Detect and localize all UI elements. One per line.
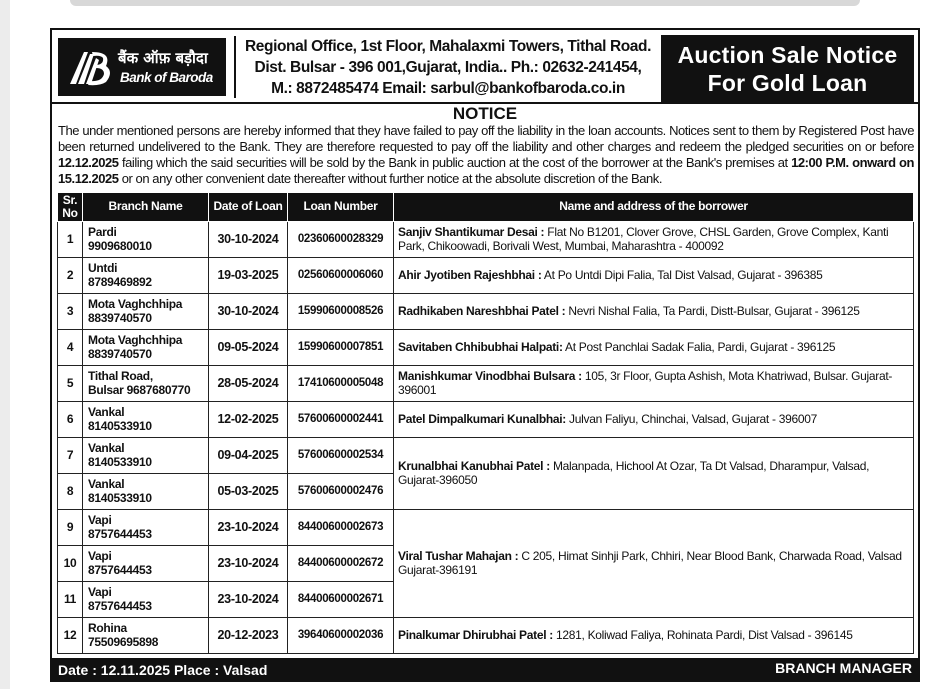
address-line: Dist. Bulsar - 396 001,Gujarat, India.. Ph.: 02632-241454,	[254, 59, 642, 76]
borrower-name: Savitaben Chhibubhai Halpati:	[398, 340, 563, 354]
loan-date: 23-10-2024	[209, 545, 288, 581]
column-header: Loan Number	[288, 193, 394, 221]
office-address	[238, 36, 658, 99]
borrower-cell	[394, 293, 914, 329]
branch-cell	[83, 329, 209, 365]
branch-name: Vapi	[88, 513, 112, 527]
borrower-table	[57, 193, 914, 654]
table-row	[58, 437, 914, 473]
bank-logo	[58, 38, 226, 96]
borrower-name: Sanjiv Shantikumar Desai :	[398, 225, 545, 239]
borrower-name: Manishkumar Vinodbhai Bulsara :	[398, 369, 582, 383]
window-top-bar	[70, 0, 860, 6]
loan-date: 28-05-2024	[209, 365, 288, 401]
branch-cell	[83, 221, 209, 257]
branch-phone: 8140533910	[88, 491, 152, 505]
branch-name: Rohina	[88, 621, 127, 635]
loan-number: 15990600007851	[288, 329, 394, 365]
borrower-name: Pinalkumar Dhirubhai Patel :	[398, 628, 553, 642]
branch-cell	[83, 509, 209, 545]
loan-number: 84400600002671	[288, 581, 394, 617]
borrower-cell	[394, 437, 914, 509]
loan-date: 23-10-2024	[209, 509, 288, 545]
loan-date: 09-05-2024	[209, 329, 288, 365]
sr-no: 1	[58, 221, 83, 257]
branch-cell	[83, 437, 209, 473]
column-header: Name and address of the borrower	[394, 193, 914, 221]
column-header: Date of Loan	[209, 193, 288, 221]
branch-name: Vankal	[88, 441, 125, 455]
borrower-cell	[394, 365, 914, 401]
borrower-name: Patel Dimpalkumari Kunalbhai:	[398, 412, 567, 426]
branch-phone: 8140533910	[88, 419, 152, 433]
table-row	[58, 617, 914, 653]
logo-english: Bank of Baroda	[120, 70, 213, 85]
sr-no: 7	[58, 437, 83, 473]
branch-cell	[83, 365, 209, 401]
borrower-address: Flat No B1201, Clover Grove, CHSL Garden, Grove Complex, Kanti Park, Chikoowadi, Borivali West, Mumbai, Maharashtra - 400092	[398, 225, 889, 253]
branch-cell	[83, 293, 209, 329]
loan-number: 84400600002673	[288, 509, 394, 545]
column-header: Branch Name	[83, 193, 209, 221]
table-row	[58, 257, 914, 293]
branch-name: Vankal	[88, 405, 125, 419]
loan-date: 20-12-2023	[209, 617, 288, 653]
branch-cell	[83, 617, 209, 653]
borrower-cell	[394, 401, 914, 437]
loan-number: 57600600002534	[288, 437, 394, 473]
loan-number: 02560600006060	[288, 257, 394, 293]
borrower-name: Viral Tushar Mahajan :	[398, 549, 519, 563]
ad-header	[52, 30, 918, 104]
loan-number: 57600600002441	[288, 401, 394, 437]
branch-phone: 8757644453	[88, 527, 152, 541]
title-line: For Gold Loan	[707, 70, 868, 96]
branch-name: Mota Vaghchhipa	[88, 333, 183, 347]
table-row	[58, 509, 914, 545]
borrower-cell	[394, 509, 914, 617]
branch-cell	[83, 545, 209, 581]
loan-number: 15990600008526	[288, 293, 394, 329]
borrower-address: 105, 3r Floor, Gupta Ashish, Mota Khatriwad, Bulsar. Gujarat-396001	[398, 369, 893, 397]
borrower-cell	[394, 617, 914, 653]
baroda-sun-icon	[66, 48, 114, 88]
table-row	[58, 365, 914, 401]
date-place: Date : 12.11.2025 Place : Valsad	[58, 662, 268, 678]
branch-cell	[83, 581, 209, 617]
notice-text-part: or on any other convenient date thereafter without further notice at the absolute discretion of the Bank.	[118, 171, 663, 186]
borrower-address: At Post Panchlai Sadak Falia, Pardi, Gujarat - 396125	[562, 340, 836, 354]
borrower-name: Krunalbhai Kanubhai Patel :	[398, 459, 550, 473]
branch-phone: 9909680010	[88, 239, 152, 253]
title-line: Auction Sale Notice	[677, 42, 898, 68]
sr-no: 6	[58, 401, 83, 437]
redeem-deadline: 12.12.2025	[58, 155, 119, 170]
table-row	[58, 329, 914, 365]
branch-phone: 8757644453	[88, 599, 152, 613]
loan-date: 19-03-2025	[209, 257, 288, 293]
sr-no: 4	[58, 329, 83, 365]
borrower-cell	[394, 221, 914, 257]
borrower-address: At Po Untdi Dipi Falia, Tal Dist Valsad, Gujarat - 396385	[541, 268, 823, 282]
notice-text-part: failing which the said securities will be sold by the Bank in public auction at the cost of the borrower at the Bank's premises at	[118, 155, 792, 170]
loan-date: 05-03-2025	[209, 473, 288, 509]
branch-phone: 8789469892	[88, 275, 152, 289]
footer-bar	[52, 658, 918, 682]
branch-cell	[83, 257, 209, 293]
branch-name: Pardi	[88, 225, 117, 239]
signatory: BRANCH MANAGER	[775, 660, 912, 676]
sr-no: 12	[58, 617, 83, 653]
loan-date: 30-10-2024	[209, 221, 288, 257]
loan-date: 12-02-2025	[209, 401, 288, 437]
branch-phone: 8839740570	[88, 311, 152, 325]
sr-no: 3	[58, 293, 83, 329]
sr-no: 9	[58, 509, 83, 545]
divider	[234, 36, 236, 98]
sr-no: 10	[58, 545, 83, 581]
left-margin	[0, 0, 10, 689]
address-line: Regional Office, 1st Floor, Mahalaxmi Towers, Tithal Road.	[244, 38, 651, 55]
branch-phone: 8839740570	[88, 347, 152, 361]
branch-name: Mota Vaghchhipa	[88, 297, 183, 311]
logo-hindi: बैंक ऑफ़ बड़ौदा	[118, 49, 208, 67]
address-line: M.: 8872485474 Email: sarbul@bankofbaroda.co.in	[271, 80, 625, 97]
loan-date: 30-10-2024	[209, 293, 288, 329]
loan-date: 09-04-2025	[209, 437, 288, 473]
branch-name: Untdi	[88, 261, 118, 275]
notice-heading: NOTICE	[452, 104, 518, 123]
loan-number: 17410600005048	[288, 365, 394, 401]
table-row	[58, 293, 914, 329]
auction-time: 12:00 P.M. onward on 15.12.2025	[58, 155, 915, 186]
borrower-address: Malanpada, Hichool At Ozar, Ta Dt Valsad, Dharampur, Valsad, Gujarat-396050	[398, 459, 870, 487]
sr-no: 2	[58, 257, 83, 293]
auction-notice-ad	[50, 28, 920, 682]
column-header: Sr. No	[58, 193, 83, 221]
loan-number: 84400600002672	[288, 545, 394, 581]
loan-number: 02360600028329	[288, 221, 394, 257]
notice-text	[58, 123, 914, 187]
borrower-address: 1281, Koliwad Faliya, Rohinata Pardi, Dist Valsad - 396145	[552, 628, 853, 642]
branch-name: Tithal Road,	[88, 369, 153, 383]
loan-date: 23-10-2024	[209, 581, 288, 617]
branch-name: Vapi	[88, 549, 112, 563]
loan-number: 39640600002036	[288, 617, 394, 653]
branch-phone: 8140533910	[88, 455, 152, 469]
borrower-address: Nevri Nishal Falia, Ta Pardi, Distt-Bulsar, Gujarat - 396125	[565, 304, 860, 318]
borrower-address: Julvan Faliyu, Chinchai, Valsad, Gujarat - 396007	[566, 412, 817, 426]
branch-phone: Bulsar 9687680770	[88, 383, 191, 397]
borrower-name: Ahir Jyotiben Rajeshbhai :	[398, 268, 542, 282]
notice-text-part: The under mentioned persons are hereby informed that they have failed to pay off the liability in the loan accounts. Notices sent to them by Registered Post have been returned undelivered to the Bank. They are therefore requested to pay off the liability and other charges and redeem the pledged securities on or before	[58, 123, 914, 154]
borrower-name: Radhikaben Nareshbhai Patel :	[398, 304, 566, 318]
ad-title	[661, 35, 914, 102]
loan-number: 57600600002476	[288, 473, 394, 509]
table-row	[58, 401, 914, 437]
branch-cell	[83, 401, 209, 437]
table-row	[58, 221, 914, 257]
branch-phone: 8757644453	[88, 563, 152, 577]
sr-no: 8	[58, 473, 83, 509]
sr-no: 5	[58, 365, 83, 401]
branch-name: Vankal	[88, 477, 125, 491]
borrower-address: C 205, Himat Sinhji Park, Chhiri, Near Blood Bank, Charwada Road, Valsad Gujarat-396191	[398, 549, 902, 577]
borrower-cell	[394, 329, 914, 365]
borrower-cell	[394, 257, 914, 293]
branch-phone: 75509695898	[88, 635, 159, 649]
sr-no: 11	[58, 581, 83, 617]
branch-name: Vapi	[88, 585, 112, 599]
branch-cell	[83, 473, 209, 509]
